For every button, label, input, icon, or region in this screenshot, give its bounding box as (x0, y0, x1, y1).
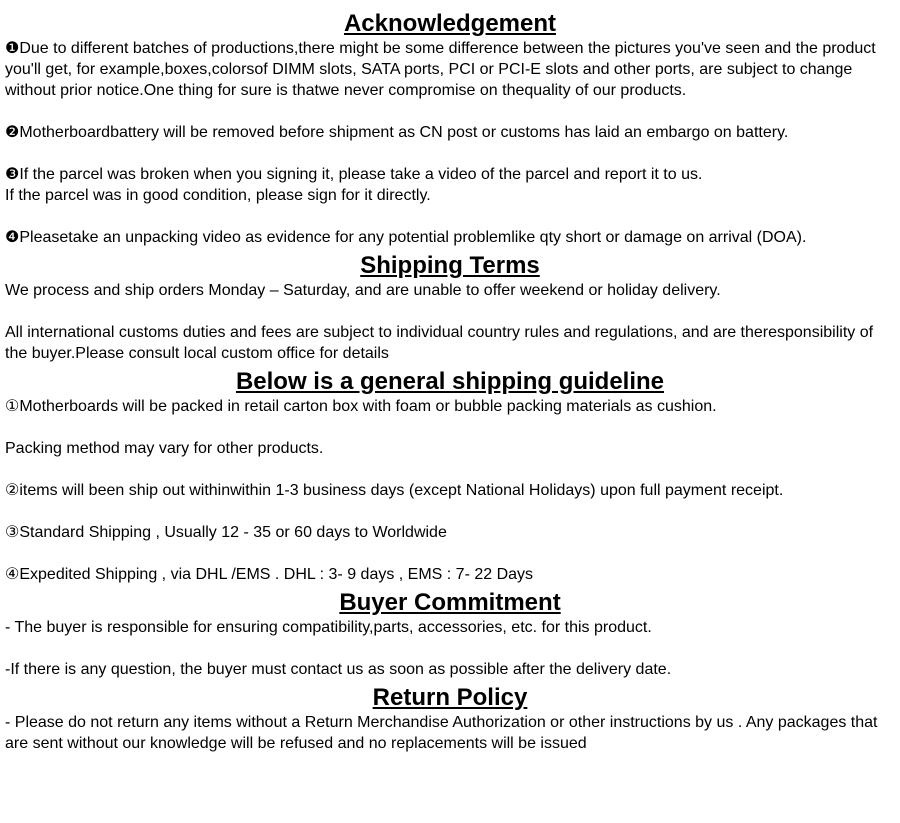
buyer-commitment-item-2: -If there is any question, the buyer must contact us as soon as possible after the delivery date. (5, 661, 672, 678)
guideline-item-1: ①Motherboards will be packed in retail carton box with foam or bubble packing materials as cushion. (5, 398, 717, 415)
guideline-heading: Below is a general shipping guideline (235, 368, 665, 395)
shipping-terms-item-1: We process and ship orders Monday – Saturday, and are unable to offer weekend or holiday delivery. (5, 282, 721, 299)
acknowledgement-item-3-followup: If the parcel was in good condition, please sign for it directly. (5, 187, 431, 204)
spacer (5, 638, 895, 659)
spacer (5, 417, 895, 438)
buyer-commitment-heading: Buyer Commitment (339, 589, 561, 616)
acknowledgement-item-2: ❷Motherboardbattery will be removed before shipment as CN post or customs has laid an embargo on battery. (5, 124, 789, 141)
acknowledgement-item-3: ❸If the parcel was broken when you signing it, please take a video of the parcel and report it to us. (5, 166, 703, 183)
return-policy-heading: Return Policy (372, 684, 528, 711)
acknowledgement-heading: Acknowledgement (343, 10, 557, 37)
spacer (5, 143, 895, 164)
spacer (5, 543, 895, 564)
guideline-item-4: ③Standard Shipping , Usually 12 - 35 or 60 days to Worldwide (5, 524, 447, 541)
spacer (5, 459, 895, 480)
guideline-item-2: Packing method may vary for other products. (5, 440, 324, 457)
spacer (5, 301, 895, 322)
guideline-item-3: ②items will been ship out withinwithin 1-3 business days (except National Holidays) upon full payment receipt. (5, 482, 784, 499)
buyer-commitment-item-1: - The buyer is responsible for ensuring compatibility,parts, accessories, etc. for this product. (5, 619, 652, 636)
spacer (5, 101, 895, 122)
acknowledgement-item-4: ❹Pleasetake an unpacking video as evidence for any potential problemlike qty short or damage on arrival (DOA). (5, 229, 807, 246)
guideline-item-5: ④Expedited Shipping , via DHL /EMS . DHL : 3- 9 days , EMS : 7- 22 Days (5, 566, 534, 583)
acknowledgement-item-1: ❶Due to different batches of productions,there might be some difference between the pictures you've seen and the product you'll get, for example,boxes,colorsof DIMM slots, SATA ports, PCI or PCI-E slots and other ports, are subject to change without prior notice.One thing for sure is thatwe never compromise on thequality of our products. (5, 40, 876, 99)
return-policy-item-1: - Please do not return any items without a Return Merchandise Authorization or other instructions by us . Any packages that are sent without our knowledge will be refused and no replacements will be issued (5, 714, 878, 752)
spacer (5, 206, 895, 227)
spacer (5, 501, 895, 522)
shipping-terms-heading: Shipping Terms (360, 252, 540, 279)
shipping-terms-item-2: All international customs duties and fees are subject to individual country rules and regulations, and are theresponsibility of the buyer.Please consult local custom office for details (5, 324, 874, 362)
